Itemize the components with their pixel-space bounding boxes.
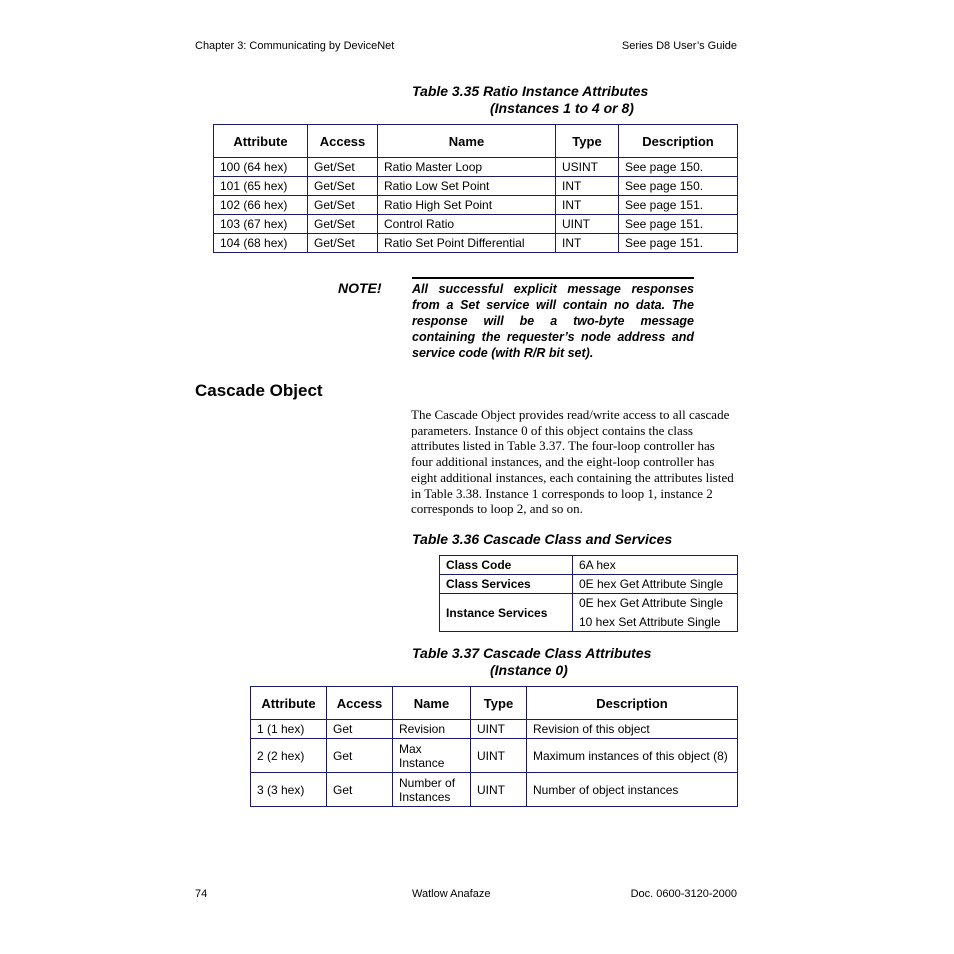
column-header: Access: [327, 687, 393, 720]
table-cell: Get/Set: [308, 215, 378, 234]
table-cell: See page 151.: [619, 196, 738, 215]
section-title: Cascade Object: [195, 381, 323, 400]
footer-doc-number: Doc. 0600-3120-2000: [630, 888, 737, 900]
table-cell: 101 (65 hex): [214, 177, 308, 196]
table-cell: Ratio Master Loop: [378, 158, 556, 177]
column-header: Description: [527, 687, 738, 720]
table-cell: See page 150.: [619, 177, 738, 196]
table35-caption: Table 3.35 Ratio Instance Attributes: [412, 83, 649, 99]
table-cell: 0E hex Get Attribute Single: [573, 594, 738, 613]
table-cell: See page 150.: [619, 158, 738, 177]
table-row: [214, 234, 738, 253]
table-row: [440, 575, 738, 594]
table-cell: Class Services: [440, 575, 573, 594]
table-cell: Ratio Set Point Differential: [378, 234, 556, 253]
table-cell: USINT: [556, 158, 619, 177]
table-cell: INT: [556, 234, 619, 253]
table-row: [214, 158, 738, 177]
table-cell: UINT: [471, 773, 527, 807]
table-row: [251, 773, 738, 807]
column-header: Attribute: [251, 687, 327, 720]
table-cell: Get/Set: [308, 234, 378, 253]
table-cell: 6A hex: [573, 556, 738, 575]
table-cell: UINT: [471, 720, 527, 739]
table-cell: Get/Set: [308, 196, 378, 215]
table-cell: 102 (66 hex): [214, 196, 308, 215]
table-cell: Maximum instances of this object (8): [527, 739, 738, 773]
table-cell: Ratio High Set Point: [378, 196, 556, 215]
table-cell: 104 (68 hex): [214, 234, 308, 253]
table-cell: 0E hex Get Attribute Single: [573, 575, 738, 594]
table37-caption: Table 3.37 Cascade Class Attributes: [412, 645, 652, 661]
footer-company: Watlow Anafaze: [412, 888, 491, 900]
column-header: Name: [378, 125, 556, 158]
table-cell: UINT: [471, 739, 527, 773]
footer-page-number: 74: [195, 888, 208, 900]
table35: [213, 124, 738, 253]
table-cell: 103 (67 hex): [214, 215, 308, 234]
table36-caption: Table 3.36 Cascade Class and Services: [412, 531, 673, 547]
column-header: Access: [308, 125, 378, 158]
column-header: Type: [556, 125, 619, 158]
table-cell: Revision: [393, 720, 471, 739]
table-cell: Number of Instances: [393, 773, 471, 807]
table-row: [214, 196, 738, 215]
table-cell: UINT: [556, 215, 619, 234]
table-cell: 1 (1 hex): [251, 720, 327, 739]
table-cell: Control Ratio: [378, 215, 556, 234]
table-cell: 3 (3 hex): [251, 773, 327, 807]
table-cell: 10 hex Set Attribute Single: [573, 613, 738, 632]
note-text: All successful explicit message responses from a Set service will contain no data. The response will be a two-byte message containing the requester’s node address and service code (with R/R bit set).: [412, 277, 694, 361]
table-cell: Instance Services: [440, 594, 573, 632]
table-row: [251, 739, 738, 773]
column-header: Description: [619, 125, 738, 158]
table-cell: Revision of this object: [527, 720, 738, 739]
header-chapter: Chapter 3: Communicating by DeviceNet: [195, 40, 395, 52]
body-paragraph: The Cascade Object provides read/write access to all cascade parameters. Instance 0 of this object contains the class attributes listed in Table 3.37. The four-loop controller has four additional instances, and the eight-loop controller has eight additional instances, each containing the attributes listed in Table 3.38. Instance 1 corresponds to loop 1, instance 2 corresponds to loop 2, and so on.: [411, 407, 734, 517]
table-cell: Number of object instances: [527, 773, 738, 807]
table-row: [251, 720, 738, 739]
table-row: [440, 594, 738, 613]
table-cell: 100 (64 hex): [214, 158, 308, 177]
table-row: [214, 177, 738, 196]
table-cell: Ratio Low Set Point: [378, 177, 556, 196]
table-header-row: [251, 687, 738, 720]
table36: [439, 555, 738, 632]
table-cell: 2 (2 hex): [251, 739, 327, 773]
table-cell: Max Instance: [393, 739, 471, 773]
header-guide-title: Series D8 User’s Guide: [621, 40, 737, 52]
table-cell: See page 151.: [619, 234, 738, 253]
table-cell: INT: [556, 177, 619, 196]
table-cell: Get: [327, 720, 393, 739]
table-cell: Get: [327, 739, 393, 773]
table-cell: See page 151.: [619, 215, 738, 234]
column-header: Type: [471, 687, 527, 720]
table37: [250, 686, 738, 807]
table-header-row: [214, 125, 738, 158]
table-cell: Get/Set: [308, 177, 378, 196]
table35-caption-sub: (Instances 1 to 4 or 8): [490, 100, 634, 116]
column-header: Name: [393, 687, 471, 720]
table-row: [214, 215, 738, 234]
table-cell: INT: [556, 196, 619, 215]
table-cell: Get/Set: [308, 158, 378, 177]
table37-caption-sub: (Instance 0): [490, 662, 568, 678]
note-label: NOTE!: [338, 280, 382, 296]
column-header: Attribute: [214, 125, 308, 158]
table-cell: Get: [327, 773, 393, 807]
table-cell: Class Code: [440, 556, 573, 575]
table-row: [440, 556, 738, 575]
